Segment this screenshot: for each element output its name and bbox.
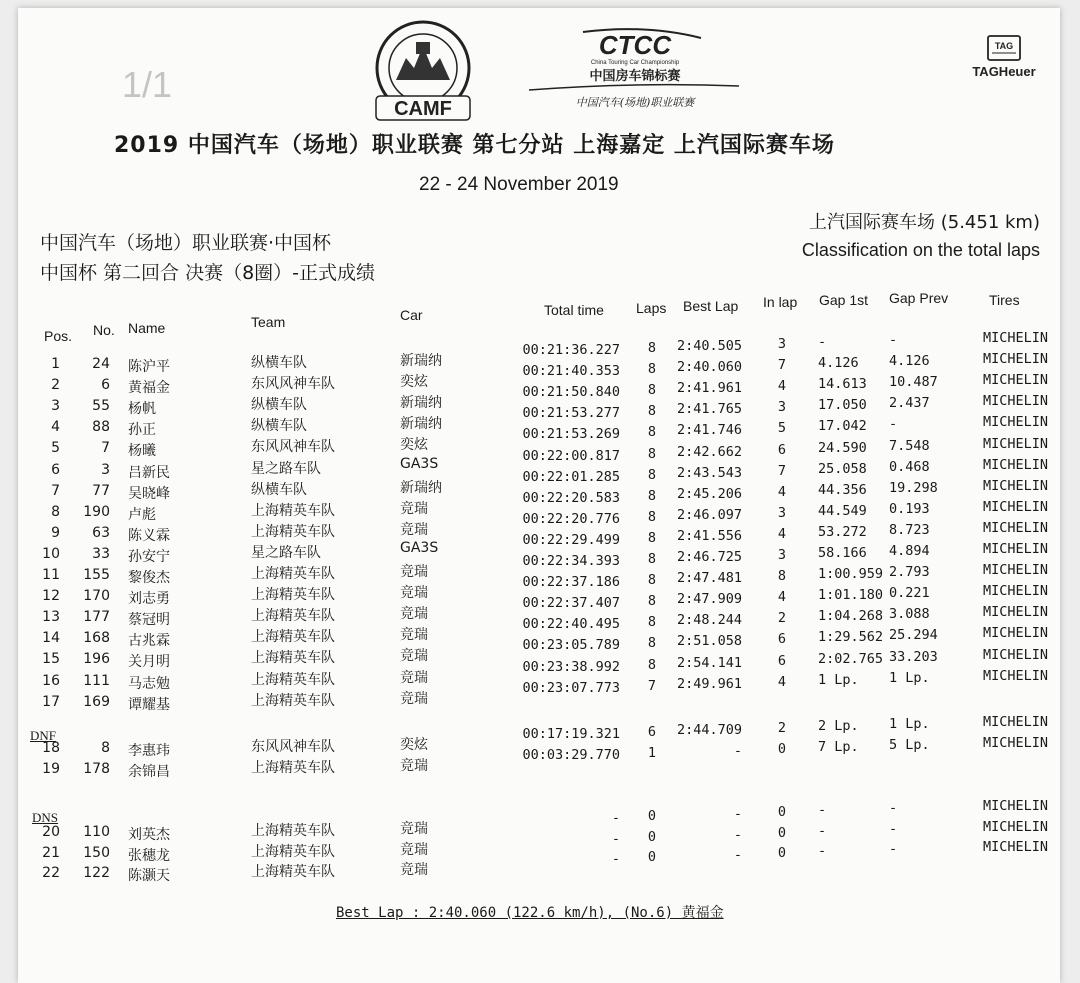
cell-laps: 0 xyxy=(647,828,657,845)
cell-total: 00:17:19.321 xyxy=(522,726,620,742)
cell-name: 黄福金 xyxy=(128,380,170,397)
race-name: 中国杯 第二回合 决赛（8圈）-正式成绩 xyxy=(40,262,376,284)
cell-gapp: 25.294 xyxy=(889,627,938,644)
cell-car: 竞瑞 xyxy=(400,690,428,707)
cell-pos: 7 xyxy=(51,482,60,499)
cell-gap1: 25.058 xyxy=(818,460,867,477)
cell-team: 上海精英车队 xyxy=(251,671,335,688)
cell-best: - xyxy=(733,806,742,822)
cell-team: 东风风神车队 xyxy=(251,739,335,755)
cell-laps: 8 xyxy=(647,656,657,673)
cell-team: 上海精英车队 xyxy=(251,608,335,625)
cell-total: 00:23:07.773 xyxy=(522,679,620,696)
cell-tires: MICHELIN xyxy=(982,818,1048,835)
col-gap-1st: Gap 1st xyxy=(819,292,869,308)
cell-laps: 1 xyxy=(647,744,657,761)
col-no: No. xyxy=(93,322,115,338)
cell-total: 00:22:20.583 xyxy=(522,489,620,506)
cell-no: 7 xyxy=(101,440,110,457)
cell-pos: 6 xyxy=(51,461,60,478)
camf-logo xyxy=(362,18,484,126)
cell-best: 2:43.543 xyxy=(676,464,742,481)
cell-best: 2:41.556 xyxy=(676,527,742,544)
cell-inlap: 0 xyxy=(777,845,787,861)
col-laps: Laps xyxy=(636,300,667,316)
cell-gapp: - xyxy=(889,416,898,433)
cell-laps: 8 xyxy=(647,382,657,399)
cell-no: 169 xyxy=(83,693,110,710)
cell-inlap: 4 xyxy=(777,673,787,690)
cell-car: 奕炫 xyxy=(400,374,428,391)
cell-tires: MICHELIN xyxy=(982,498,1048,515)
cell-name: 刘英杰 xyxy=(128,827,170,843)
cell-total: 00:03:29.770 xyxy=(522,746,620,763)
cell-laps: 8 xyxy=(647,361,657,378)
cell-best: 2:44.709 xyxy=(676,722,742,738)
cell-no: 122 xyxy=(83,865,110,881)
cell-name: 吕新民 xyxy=(128,464,170,481)
cell-name: 卢彪 xyxy=(128,506,156,523)
col-in-lap: In lap xyxy=(763,294,798,310)
cell-inlap: 0 xyxy=(777,740,787,757)
cell-laps: 8 xyxy=(647,508,657,525)
cell-laps: 0 xyxy=(647,849,657,865)
cell-inlap: 4 xyxy=(777,589,787,606)
cell-car: 奕炫 xyxy=(400,737,428,753)
cell-gap1: 2 Lp. xyxy=(818,718,859,734)
cell-no: 6 xyxy=(101,377,110,394)
cell-tires: MICHELIN xyxy=(982,583,1048,600)
cell-gap1: 44.549 xyxy=(818,502,867,519)
cell-gap1: 58.166 xyxy=(818,545,867,561)
cell-gapp: 5 Lp. xyxy=(889,736,930,753)
cell-no: 190 xyxy=(83,503,110,520)
cell-pos: 8 xyxy=(51,503,60,520)
cell-pos: 20 xyxy=(42,824,60,840)
cell-team: 上海精英车队 xyxy=(251,692,335,709)
cell-pos: 14 xyxy=(42,630,60,647)
ctcc-text: CTCC xyxy=(598,30,672,60)
cell-total: 00:22:29.499 xyxy=(522,531,620,548)
cell-gap1: 24.590 xyxy=(818,439,867,456)
cell-tires: MICHELIN xyxy=(982,541,1048,557)
cell-team: 纵横车队 xyxy=(251,397,307,414)
cell-gap1: 17.042 xyxy=(818,418,867,435)
cell-laps: 8 xyxy=(647,551,657,567)
cell-inlap: 2 xyxy=(777,610,787,627)
col-name: Name xyxy=(128,320,166,336)
cell-name: 杨帆 xyxy=(128,401,156,418)
cell-inlap: 4 xyxy=(777,525,787,542)
cell-team: 上海精英车队 xyxy=(251,587,335,604)
cell-total: 00:23:38.992 xyxy=(522,658,620,675)
ctcc-sub-cn2: 中国汽车(场地)职业联赛 xyxy=(575,96,695,109)
cell-tires: MICHELIN xyxy=(982,667,1048,684)
cell-inlap: 3 xyxy=(777,504,787,521)
cell-name: 古兆霖 xyxy=(128,633,170,650)
ctcc-sub-cn: 中国房车锦标赛 xyxy=(589,69,681,84)
cell-total: 00:22:34.393 xyxy=(522,553,620,569)
cell-car: 竞瑞 xyxy=(400,564,428,580)
cell-tires: MICHELIN xyxy=(982,372,1048,389)
cell-laps: 8 xyxy=(647,424,657,441)
cell-best: 2:47.481 xyxy=(676,570,742,587)
cell-name: 李惠玮 xyxy=(128,743,170,759)
cell-best: 2:42.662 xyxy=(676,443,742,460)
cell-gap1: 4.126 xyxy=(818,355,859,372)
cell-name: 谭耀基 xyxy=(128,696,170,713)
circuit-name: 上汽国际赛车场 (5.451 km) xyxy=(809,212,1040,233)
cell-gapp: 4.894 xyxy=(889,543,930,559)
cell-pos: 16 xyxy=(42,672,60,689)
cell-pos: 4 xyxy=(51,419,60,436)
cell-car: GA3S xyxy=(400,539,439,556)
cell-team: 上海精英车队 xyxy=(251,650,335,667)
cell-laps: 8 xyxy=(647,340,657,356)
cell-team: 纵横车队 xyxy=(251,355,307,371)
cell-inlap: 3 xyxy=(777,399,787,416)
cell-name: 陈灏天 xyxy=(128,868,170,884)
cell-pos: 11 xyxy=(42,567,60,583)
cell-tires: MICHELIN xyxy=(982,798,1048,814)
cell-inlap: 0 xyxy=(777,824,787,841)
cell-no: 111 xyxy=(83,672,110,689)
cell-gapp: 10.487 xyxy=(889,374,938,391)
col-car: Car xyxy=(400,307,423,323)
cell-car: 竞瑞 xyxy=(400,757,428,774)
cell-best: 2:41.961 xyxy=(676,380,742,397)
cell-no: 178 xyxy=(83,760,110,777)
cell-name: 陈沪平 xyxy=(128,359,170,375)
cell-gapp: 0.468 xyxy=(889,458,930,475)
tag-heuer-logo xyxy=(962,34,1047,82)
cell-best: 2:40.505 xyxy=(676,338,742,354)
cell-best: 2:48.244 xyxy=(676,612,742,629)
cell-laps: 8 xyxy=(647,593,657,610)
cell-laps: 8 xyxy=(647,487,657,504)
cell-pos: 9 xyxy=(51,524,60,541)
cell-gapp: 7.548 xyxy=(889,437,930,454)
col-gap-prev: Gap Prev xyxy=(889,290,949,306)
cell-name: 蔡冠明 xyxy=(128,612,170,629)
cell-gapp: 0.193 xyxy=(889,500,930,517)
cell-inlap: 7 xyxy=(777,357,787,374)
cell-pos: 22 xyxy=(42,865,60,881)
cell-gapp: 2.793 xyxy=(889,564,930,581)
col-best-lap: Best Lap xyxy=(683,298,739,314)
cell-name: 张穗龙 xyxy=(128,847,170,864)
cell-inlap: 0 xyxy=(777,804,787,820)
cell-car: 新瑞纳 xyxy=(400,395,442,412)
cell-tires: MICHELIN xyxy=(982,330,1048,346)
cell-tires: MICHELIN xyxy=(982,351,1048,368)
cell-total: 00:21:53.269 xyxy=(522,426,620,443)
cell-total: 00:21:40.353 xyxy=(522,363,620,380)
cell-gap1: 44.356 xyxy=(818,481,867,498)
cell-pos: 1 xyxy=(51,356,60,372)
cell-car: 竞瑞 xyxy=(400,585,428,602)
cell-name: 余锦昌 xyxy=(128,763,170,780)
page-indicator: 1/1 xyxy=(122,64,173,105)
cell-tires: MICHELIN xyxy=(982,519,1048,536)
cell-pos: 3 xyxy=(51,398,60,415)
cell-laps: 8 xyxy=(647,466,657,483)
cell-gapp: 0.221 xyxy=(889,585,930,602)
dns-label: DNS xyxy=(32,810,59,825)
cell-car: 竞瑞 xyxy=(400,606,428,623)
cell-gapp: 1 Lp. xyxy=(889,716,930,732)
cell-gap1: 1 Lp. xyxy=(818,671,859,688)
event-date: 22 - 24 November 2019 xyxy=(419,174,619,195)
cell-gap1: 1:01.180 xyxy=(818,587,884,604)
cell-tires: MICHELIN xyxy=(982,477,1048,494)
cell-total: 00:22:37.407 xyxy=(522,595,620,612)
cell-no: 88 xyxy=(92,419,110,436)
cell-gap1: - xyxy=(818,822,827,839)
cell-inlap: 2 xyxy=(777,720,787,736)
cell-gap1: - xyxy=(818,334,827,350)
cell-best: 2:49.961 xyxy=(676,675,742,692)
classification-note: Classification on the total laps xyxy=(801,240,1040,260)
cell-no: 168 xyxy=(83,630,110,647)
cell-car: 竞瑞 xyxy=(400,627,428,644)
cell-car: 竞瑞 xyxy=(400,821,428,837)
cell-tires: MICHELIN xyxy=(982,604,1048,621)
cell-pos: 21 xyxy=(42,844,60,861)
cell-total: - xyxy=(611,851,620,867)
cell-tires: MICHELIN xyxy=(982,625,1048,642)
cell-gapp: - xyxy=(889,820,898,837)
cell-name: 陈义霖 xyxy=(128,527,170,544)
cell-gap1: 7 Lp. xyxy=(818,738,859,755)
cell-tires: MICHELIN xyxy=(982,714,1048,730)
cell-laps: 8 xyxy=(647,614,657,631)
cell-total: 00:22:20.776 xyxy=(522,510,620,527)
cell-no: 33 xyxy=(92,545,110,562)
cell-total: - xyxy=(611,810,620,826)
col-tires: Tires xyxy=(989,292,1020,308)
cell-team: 上海精英车队 xyxy=(251,759,335,776)
cell-team: 上海精英车队 xyxy=(251,864,335,880)
cell-tires: MICHELIN xyxy=(982,839,1048,855)
camf-text: CAMF xyxy=(394,98,452,120)
cell-car: 新瑞纳 xyxy=(400,479,442,496)
cell-tires: MICHELIN xyxy=(982,562,1048,579)
cell-pos: 13 xyxy=(42,609,60,626)
cell-tires: MICHELIN xyxy=(982,456,1048,473)
cell-total: - xyxy=(611,830,620,847)
cell-no: 170 xyxy=(83,588,110,605)
cell-gap1: 14.613 xyxy=(818,376,867,393)
cell-no: 196 xyxy=(83,651,110,668)
cell-team: 上海精英车队 xyxy=(251,502,335,519)
cell-team: 星之路车队 xyxy=(251,460,321,477)
cell-best: 2:46.725 xyxy=(676,549,742,565)
cell-pos: 18 xyxy=(42,740,60,756)
cell-inlap: 3 xyxy=(777,336,787,352)
cell-inlap: 4 xyxy=(777,483,787,500)
cell-pos: 2 xyxy=(51,377,60,394)
cell-gap1: 53.272 xyxy=(818,523,867,540)
tag-badge: TAG xyxy=(994,41,1014,51)
cell-total: 00:21:50.840 xyxy=(522,384,620,401)
cell-no: 3 xyxy=(101,461,110,478)
cell-inlap: 6 xyxy=(777,652,787,669)
cell-laps: 0 xyxy=(647,808,657,824)
cell-best: 2:41.765 xyxy=(676,401,742,418)
cell-no: 177 xyxy=(83,609,110,626)
cell-team: 东风风神车队 xyxy=(251,439,335,456)
cell-best: 2:47.909 xyxy=(676,591,742,608)
cell-laps: 8 xyxy=(647,403,657,420)
cell-laps: 8 xyxy=(647,572,657,589)
cell-pos: 15 xyxy=(42,651,60,668)
cell-gapp: 1 Lp. xyxy=(889,669,930,686)
cell-team: 上海精英车队 xyxy=(251,629,335,646)
cell-pos: 19 xyxy=(42,760,60,777)
cell-total: 00:22:37.186 xyxy=(522,574,620,591)
cell-inlap: 4 xyxy=(777,378,787,395)
cell-name: 杨曦 xyxy=(128,443,156,460)
tag-heuer-text: TAGHeuer xyxy=(972,64,1036,79)
cell-best: 2:46.097 xyxy=(676,506,742,523)
cell-total: 00:21:53.277 xyxy=(522,405,620,422)
cell-laps: 8 xyxy=(647,445,657,462)
cell-best: 2:40.060 xyxy=(676,359,742,376)
cell-no: 155 xyxy=(83,567,110,583)
cell-name: 马志勉 xyxy=(128,675,170,692)
col-pos: Pos. xyxy=(44,328,73,344)
cell-best: - xyxy=(733,742,742,759)
cell-no: 150 xyxy=(83,844,110,861)
cell-gapp: 4.126 xyxy=(889,353,930,370)
cell-car: 竞瑞 xyxy=(400,669,428,686)
cell-team: 上海精英车队 xyxy=(251,823,335,839)
cell-name: 吴晓峰 xyxy=(128,485,170,502)
cell-gap1: - xyxy=(818,802,827,818)
cell-team: 东风风神车队 xyxy=(251,376,335,393)
cell-inlap: 3 xyxy=(777,547,787,563)
cell-car: GA3S xyxy=(400,455,439,472)
cell-car: 新瑞纳 xyxy=(400,353,442,369)
cell-gapp: - xyxy=(889,332,898,348)
cell-gapp: - xyxy=(889,841,898,857)
cell-name: 刘志勇 xyxy=(128,591,170,608)
cell-name: 黎俊杰 xyxy=(128,570,170,586)
cell-no: 8 xyxy=(101,740,110,756)
cell-tires: MICHELIN xyxy=(982,435,1048,452)
cell-no: 63 xyxy=(92,524,110,541)
cell-laps: 8 xyxy=(647,635,657,652)
cell-total: 00:22:01.285 xyxy=(522,468,620,485)
cell-best: 2:45.206 xyxy=(676,485,742,502)
cell-gapp: 3.088 xyxy=(889,606,930,623)
cell-name: 孙正 xyxy=(128,422,156,439)
cell-pos: 5 xyxy=(51,440,60,457)
col-team: Team xyxy=(251,314,286,330)
cell-pos: 12 xyxy=(42,588,60,605)
cell-best: 2:51.058 xyxy=(676,633,742,650)
cell-gap1: - xyxy=(818,843,827,859)
cell-inlap: 5 xyxy=(777,420,787,437)
cell-best: 2:41.746 xyxy=(676,422,742,439)
cell-best: 2:54.141 xyxy=(676,654,742,671)
cell-gap1: 1:04.268 xyxy=(818,608,884,625)
cell-name: 关月明 xyxy=(128,654,170,671)
cell-car: 竞瑞 xyxy=(400,862,428,878)
cell-car: 新瑞纳 xyxy=(400,416,442,433)
cell-team: 上海精英车队 xyxy=(251,523,335,540)
cell-gapp: 33.203 xyxy=(889,648,938,665)
cell-gap1: 1:00.959 xyxy=(818,566,884,583)
cell-tires: MICHELIN xyxy=(982,646,1048,663)
cell-tires: MICHELIN xyxy=(982,393,1048,410)
cell-inlap: 8 xyxy=(777,568,787,585)
cell-total: 00:23:05.789 xyxy=(522,637,620,654)
cell-best: - xyxy=(733,826,742,843)
cell-gap1: 2:02.765 xyxy=(818,650,884,667)
cell-inlap: 7 xyxy=(777,462,787,479)
cell-best: - xyxy=(733,847,742,863)
cell-laps: 8 xyxy=(647,529,657,546)
cell-team: 纵横车队 xyxy=(251,418,307,435)
cell-name: 孙安宁 xyxy=(128,548,170,565)
cell-tires: MICHELIN xyxy=(982,414,1048,431)
cell-inlap: 6 xyxy=(777,631,787,648)
ctcc-logo xyxy=(525,28,745,118)
cell-car: 竞瑞 xyxy=(400,521,428,538)
cell-gapp: 8.723 xyxy=(889,521,930,538)
cell-team: 星之路车队 xyxy=(251,544,321,561)
cell-no: 77 xyxy=(92,482,110,499)
cell-gap1: 17.050 xyxy=(818,397,867,414)
cell-gapp: 2.437 xyxy=(889,395,930,412)
cell-laps: 7 xyxy=(647,677,657,694)
dnf-label: DNF xyxy=(30,728,57,743)
cell-total: 00:21:36.227 xyxy=(522,342,620,358)
cell-gap1: 1:29.562 xyxy=(818,629,884,646)
cell-total: 00:22:40.495 xyxy=(522,616,620,633)
series-name: 中国汽车（场地）职业联赛·中国杯 xyxy=(40,232,332,254)
ctcc-sub-en: China Touring Car Championship xyxy=(590,60,680,66)
cell-gapp: 19.298 xyxy=(889,479,938,496)
cell-car: 竞瑞 xyxy=(400,648,428,665)
cell-no: 110 xyxy=(83,824,110,840)
cell-gapp: - xyxy=(889,800,898,816)
cell-inlap: 6 xyxy=(777,441,787,458)
cell-car: 奕炫 xyxy=(400,437,428,454)
cell-car: 竞瑞 xyxy=(400,500,428,517)
cell-pos: 17 xyxy=(42,693,60,710)
cell-no: 55 xyxy=(92,398,110,415)
cell-laps: 6 xyxy=(647,724,657,740)
cell-car: 竞瑞 xyxy=(400,841,428,858)
cell-team: 纵横车队 xyxy=(251,481,307,498)
cell-total: 00:22:00.817 xyxy=(522,447,620,464)
event-title: 2019 中国汽车（场地）职业联赛 第七分站 上海嘉定 上汽国际赛车场 xyxy=(114,133,835,158)
cell-team: 上海精英车队 xyxy=(251,566,335,582)
col-total-time: Total time xyxy=(544,302,604,318)
cell-no: 24 xyxy=(92,356,110,372)
cell-tires: MICHELIN xyxy=(982,734,1048,751)
best-lap-footer: Best Lap : 2:40.060 (122.6 km/h), (No.6) 黄福金 xyxy=(336,905,724,921)
cell-pos: 10 xyxy=(42,545,60,562)
cell-team: 上海精英车队 xyxy=(251,843,335,860)
